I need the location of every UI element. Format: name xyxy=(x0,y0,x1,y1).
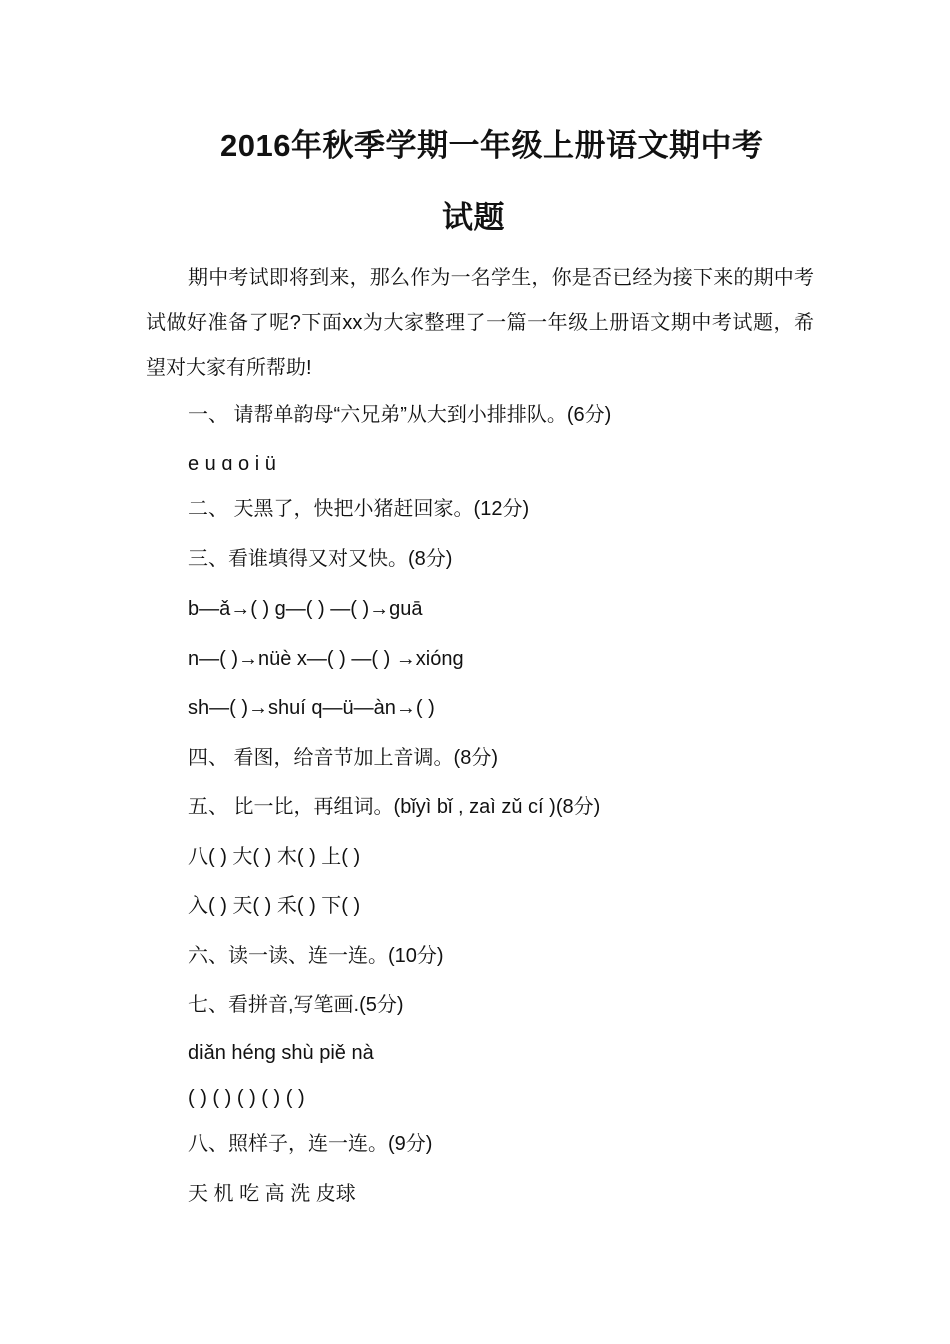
question-3-row-2: n—( )→nüè x—( ) —( ) →xióng xyxy=(188,648,464,670)
question-7: 七、看拼音,写笔画.(5分) xyxy=(188,994,404,1016)
question-8-content: 天 机 吃 高 洗 皮球 xyxy=(188,1183,356,1205)
question-5-row-1: 八( ) 大( ) 木( ) 上( ) xyxy=(188,846,361,868)
question-7-pinyin: diǎn héng shù piě nà xyxy=(188,1042,374,1064)
question-6: 六、读一读、连一连。(10分) xyxy=(188,945,444,967)
question-3-row-1: b—ǎ→( ) g—( ) —( )→guā xyxy=(188,598,423,620)
document-title-line-1: 2016年秋季学期一年级上册语文期中考 xyxy=(220,128,764,163)
question-5: 五、 比一比，再组词。(bǐyì bǐ , zaì zǔ cí )(8分) xyxy=(188,796,601,818)
question-3: 三、看谁填得又对又快。(8分) xyxy=(188,548,453,570)
question-1-content: e u ɑ o i ü xyxy=(188,453,276,475)
question-3-row-3: sh—( )→shuí q—ü—àn→( ) xyxy=(188,697,435,719)
question-4: 四、 看图，给音节加上音调。(8分) xyxy=(188,747,498,769)
question-5-row-2: 入( ) 天( ) 禾( ) 下( ) xyxy=(188,895,361,917)
document-title-line-2: 试题 xyxy=(442,200,505,235)
question-2: 二、 天黑了，快把小猪赶回家。(12分) xyxy=(188,498,530,520)
question-7-blanks: ( ) ( ) ( ) ( ) ( ) xyxy=(188,1087,305,1109)
question-1: 一、 请帮单韵母“六兄弟”从大到小排排队。(6分) xyxy=(188,404,612,426)
question-8: 八、照样子，连一连。(9分) xyxy=(188,1133,433,1155)
intro-paragraph: 期中考试即将到来，那么作为一名学生，你是否已经为接下来的期中考试做好准备了呢?下面xx为大家整理了一篇一年级上册语文期中考试题，希望对大家有所帮助! xyxy=(146,267,814,379)
